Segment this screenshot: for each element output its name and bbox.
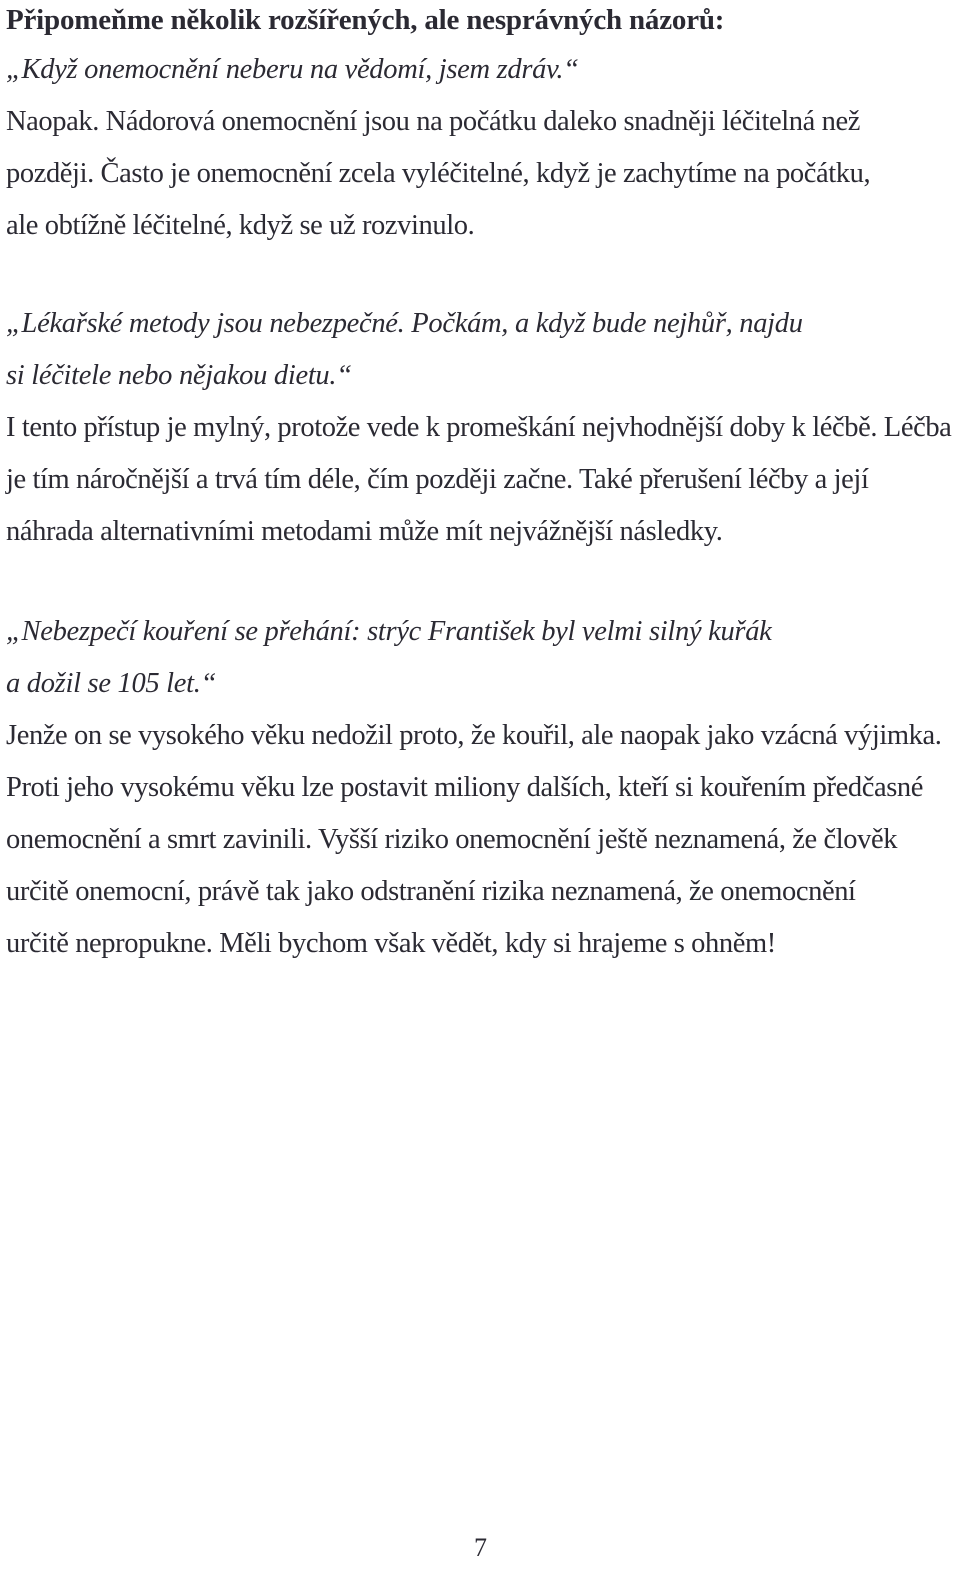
page-number: 7: [474, 1533, 487, 1562]
myth-section-1: [6, 44, 956, 252]
rebuttal-line: je tím náročnější a trvá tím déle, čím později začne. Také přerušení léčby a její: [6, 464, 869, 495]
myth-section-2: [6, 298, 956, 558]
rebuttal-line: určitě nepropukne. Měli bychom však vědět, kdy si hrajeme s ohněm!: [6, 928, 776, 959]
rebuttal-line: určitě onemocní, právě tak jako odstranění rizika neznamená, že onemocnění: [6, 876, 856, 907]
myth-section-3: [6, 606, 956, 970]
myth-quote-line: a dožil se 105 let.“: [6, 668, 217, 699]
rebuttal-line: onemocnění a smrt zavinili. Vyšší riziko onemocnění ještě neznamená, že člověk: [6, 824, 898, 855]
rebuttal-line: Jenže on se vysokého věku nedožil proto, že kouřil, ale naopak jako vzácná výjimka.: [6, 720, 942, 751]
rebuttal-line: ale obtížně léčitelné, když se už rozvinulo.: [6, 210, 475, 241]
rebuttal-line: I tento přístup je mylný, protože vede k promeškání nejvhodnější doby k léčbě. Léčba: [6, 412, 952, 443]
rebuttal-line: Naopak. Nádorová onemocnění jsou na počátku daleko snadněji léčitelná než: [6, 106, 860, 137]
rebuttal-line: později. Často je onemocnění zcela vyléčitelné, když je zachytíme na počátku,: [6, 158, 871, 189]
myth-quote-line: „Když onemocnění neberu na vědomí, jsem zdráv.“: [6, 54, 579, 85]
myth-quote-line: si léčitele nebo nějakou dietu.“: [6, 360, 352, 391]
rebuttal-line: náhrada alternativními metodami může mít nejvážnější následky.: [6, 516, 723, 547]
page-heading: Připomeňme několik rozšířených, ale nesprávných názorů:: [6, 4, 725, 36]
myth-quote-line: „Nebezpečí kouření se přehání: strýc František byl velmi silný kuřák: [6, 616, 772, 647]
myth-quote-line: „Lékařské metody jsou nebezpečné. Počkám, a když bude nejhůř, najdu: [6, 308, 803, 339]
rebuttal-line: Proti jeho vysokému věku lze postavit miliony dalších, kteří si kouřením předčasné: [6, 772, 924, 803]
